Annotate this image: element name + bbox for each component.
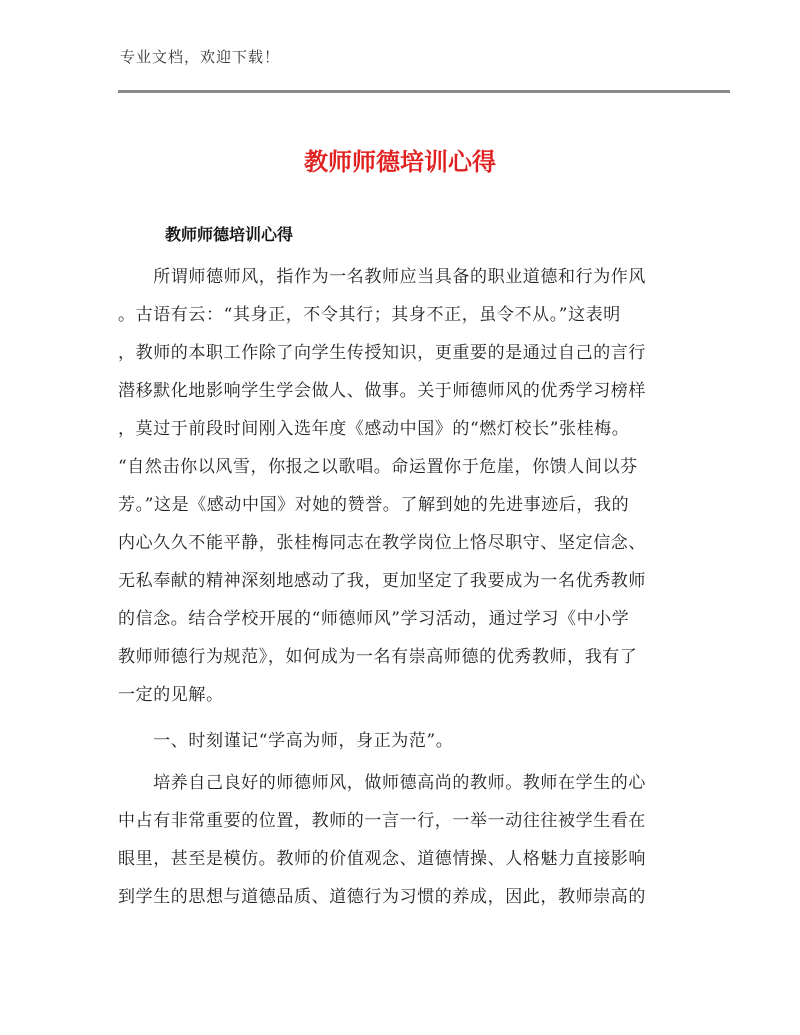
- body-line: 潜移默化地影响学生学会做人、做事。关于师德师风的优秀学习榜样: [118, 381, 646, 401]
- body-line: ，莫过于前段时间刚入选年度《感动中国》的“燃灯校长”张桂梅。: [118, 419, 630, 439]
- body-line: 所谓师德师风，指作为一名教师应当具备的职业道德和行为作风: [118, 267, 646, 287]
- body-line: 教师师德行为规范》，如何成为一名有崇高师德的优秀教师，我有了: [118, 647, 638, 667]
- body-line: 内心久久不能平静，张桂梅同志在教学岗位上恪尽职守、坚定信念、: [118, 533, 646, 553]
- header-note: 专业文档，欢迎下载！: [120, 48, 281, 66]
- section-heading: 一、时刻谨记“学高为师，身正为范”。: [118, 731, 454, 751]
- body-line: 中占有非常重要的位置，教师的一言一行，一举一动往往被学生看在: [118, 811, 646, 831]
- body-line: 眼里，甚至是模仿。教师的价值观念、道德情操、人格魅力直接影响: [118, 849, 646, 869]
- body-line: 到学生的思想与道德品质、道德行为习惯的养成，因此，教师崇高的: [118, 887, 646, 907]
- document-subtitle: 教师师德培训心得: [165, 225, 294, 244]
- body-line: 无私奉献的精神深刻地感动了我，更加坚定了我要成为一名优秀教师: [118, 571, 646, 591]
- body-line: 。古语有云：“其身正，不令其行；其身不正，虽令不从。”这表明: [118, 305, 621, 325]
- document-title: 教师师德培训心得: [304, 148, 496, 176]
- body-line: 一定的见解。: [118, 685, 224, 705]
- body-line: 培养自己良好的师德师风，做师德高尚的教师。教师在学生的心: [118, 773, 646, 793]
- body-line: ，教师的本职工作除了向学生传授知识，更重要的是通过自己的言行: [118, 343, 646, 363]
- body-line: “自然击你以风雪，你报之以歌唱。命运置你于危崖，你馈人间以芬: [118, 457, 638, 477]
- header-divider: [118, 90, 730, 93]
- body-line: 的信念。结合学校开展的“师德师风”学习活动，通过学习《中小学: [118, 609, 630, 629]
- body-line: 芳。”这是《感动中国》对她的赞誉。了解到她的先进事迹后，我的: [118, 495, 630, 515]
